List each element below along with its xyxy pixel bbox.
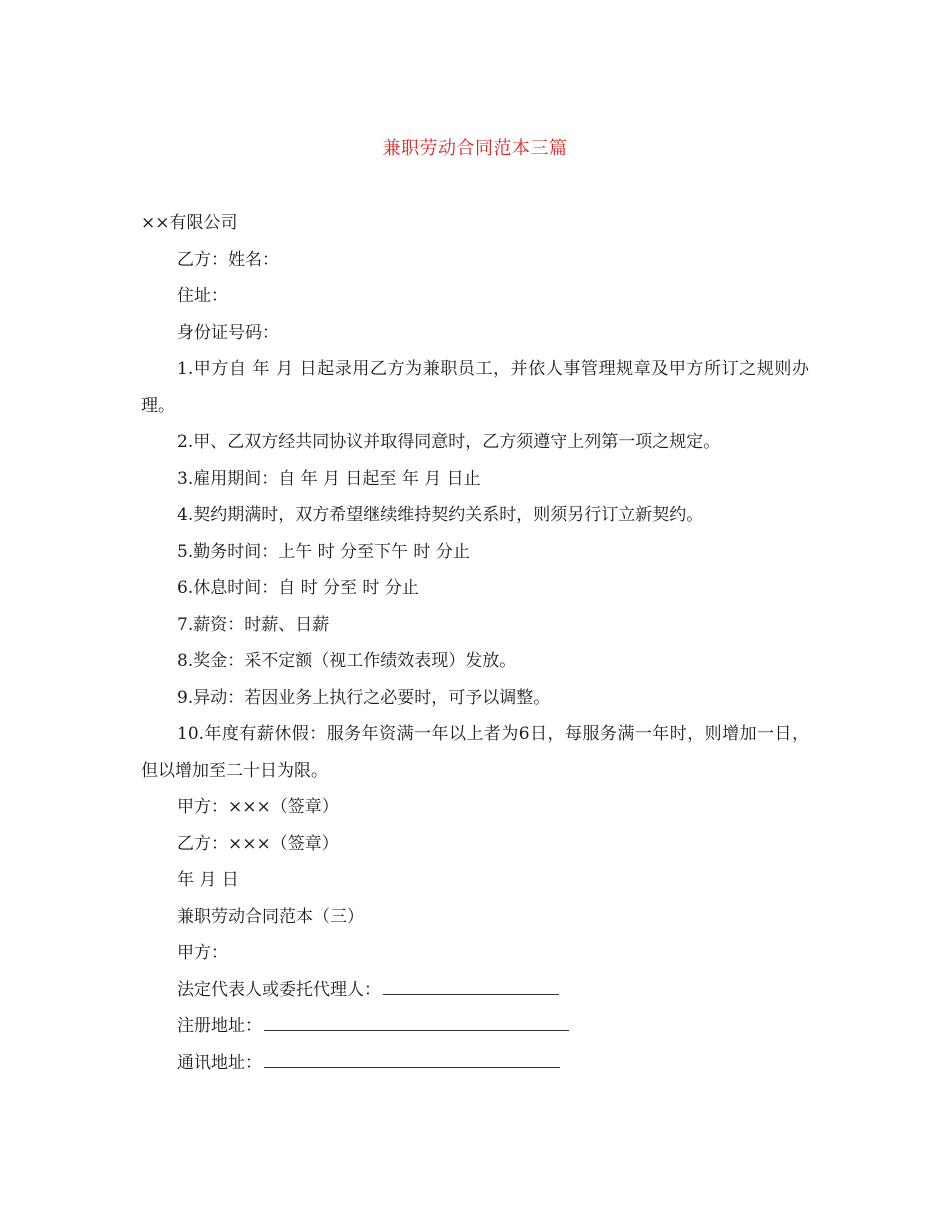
clause-6: 6.休息时间：自 时 分至 时 分止 — [177, 578, 419, 598]
registered-address-label: 注册地址： — [177, 1016, 262, 1036]
date-line: 年 月 日 — [177, 870, 239, 890]
section-3-title: 兼职劳动合同范本（三） — [177, 906, 364, 927]
clause-1: 1.甲方自 年 月 日起录用乙方为兼职员工，并依人事管理规章及甲方所订之规则办理。 — [141, 359, 809, 416]
clause-3: 3.雇用期间：自 年 月 日起至 年 月 日止 — [177, 468, 481, 489]
party-b-name-line: 乙方：姓名： — [177, 249, 279, 270]
legal-rep-label: 法定代表人或委托代理人： — [177, 979, 381, 1000]
legal-rep-line — [141, 972, 809, 1009]
address-line: 住址： — [177, 286, 228, 306]
registered-address-line — [141, 1008, 809, 1045]
clause-2: 2.甲、乙双方经共同协议并取得同意时，乙方须遵守上列第一项之规定。 — [177, 432, 721, 452]
clause-7: 7.薪资：时薪、日薪 — [177, 614, 330, 635]
registered-address-blank[interactable] — [264, 1008, 569, 1031]
company-name: ××有限公司 — [141, 213, 238, 233]
party-a-signature: 甲方：×××（签章） — [177, 797, 339, 817]
document-title: 兼职劳动合同范本三篇 — [382, 138, 568, 159]
mailing-address-label: 通讯地址： — [177, 1052, 262, 1073]
party-a-line: 甲方： — [177, 943, 228, 963]
clause-8: 8.奖金：采不定额（视工作绩效表现）发放。 — [177, 651, 517, 671]
legal-rep-blank[interactable] — [383, 972, 559, 995]
document-body — [141, 205, 809, 1081]
id-number-line: 身份证号码： — [177, 322, 279, 343]
clause-9: 9.异动：若因业务上执行之必要时，可予以调整。 — [177, 687, 551, 708]
mailing-address-blank[interactable] — [264, 1045, 560, 1068]
clause-5: 5.勤务时间：上午 时 分至下午 时 分止 — [177, 541, 470, 562]
clause-4: 4.契约期满时，双方希望继续维持契约关系时，则须另行订立新契约。 — [177, 505, 704, 525]
mailing-address-line — [141, 1045, 809, 1082]
clause-10: 10.年度有薪休假：服务年资满一年以上者为6日，每服务满一年时，则增加一日，但以增加至二十日为限。 — [141, 724, 809, 781]
party-b-signature: 乙方：×××（签章） — [177, 833, 339, 854]
